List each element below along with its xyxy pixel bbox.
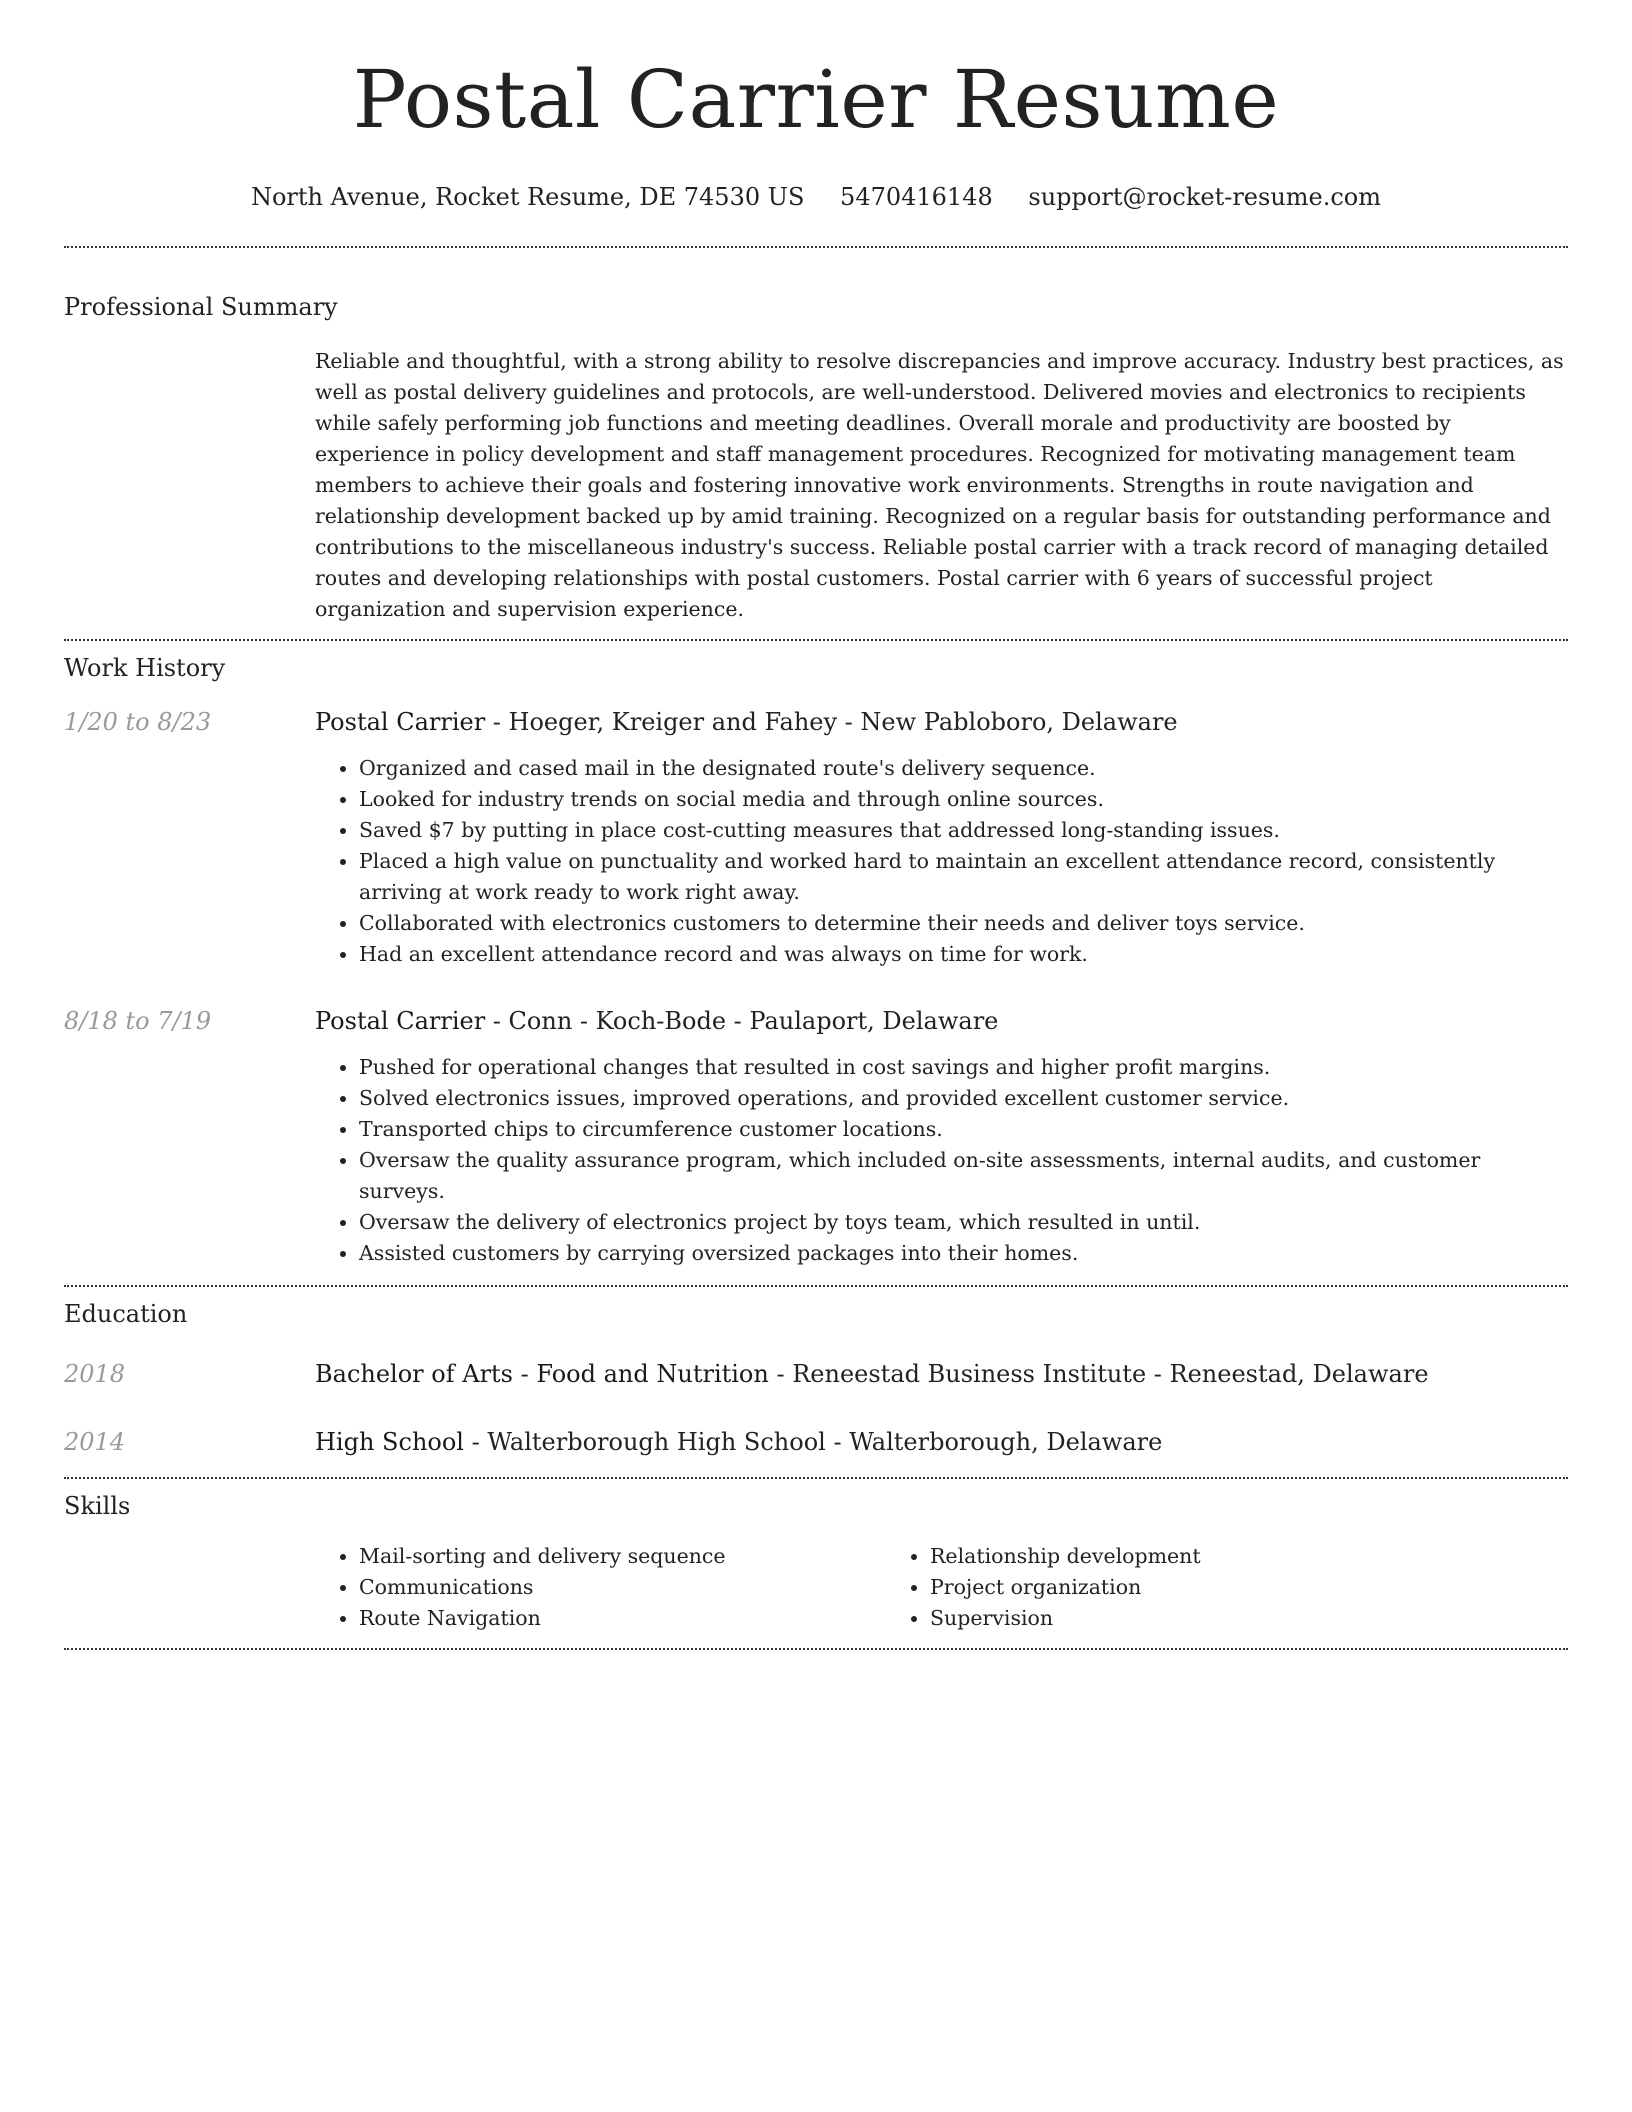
education-degree: Bachelor of Arts	[315, 1360, 513, 1388]
job-bullet: • Looked for industry trends on social media and through online sources.	[359, 784, 1568, 815]
job-role: Postal Carrier	[315, 1007, 486, 1035]
education-year: 2018	[64, 1360, 126, 1388]
separator: -	[825, 1428, 850, 1456]
contact-line	[64, 182, 1568, 212]
education-location: Reneestad, Delaware	[1169, 1360, 1429, 1388]
skills-list-right	[886, 1541, 1457, 1634]
job-employer: Hoeger, Kreiger and Fahey	[508, 708, 838, 736]
job-content	[315, 1006, 1568, 1269]
job-bullet: • Solved electronics issues, improved operations, and provided excellent customer service.	[359, 1083, 1568, 1114]
header-divider	[64, 246, 1568, 248]
education-line	[315, 1427, 1568, 1457]
job-role: Postal Carrier	[315, 708, 486, 736]
job-entry	[64, 707, 1568, 970]
work-divider	[64, 1285, 1568, 1287]
separator: -	[485, 708, 509, 736]
job-employer: Conn - Koch-Bode	[508, 1007, 727, 1035]
resume-title: Postal Carrier Resume	[352, 53, 1280, 146]
job-bullet: • Collaborated with electronics customers to determine their needs and deliver toys service.	[359, 908, 1568, 939]
skills-columns	[315, 1541, 1568, 1634]
separator: -	[837, 708, 861, 736]
education-entry	[64, 1427, 1568, 1457]
skills-heading: Skills	[64, 1492, 131, 1520]
job-content	[315, 707, 1568, 970]
education-school: Walterborough High School	[487, 1428, 826, 1456]
education-field: Food and Nutrition	[536, 1360, 769, 1388]
contact-address: North Avenue, Rocket Resume, DE 74530 US	[250, 183, 805, 211]
job-bullet: • Placed a high value on punctuality and worked hard to maintain an excellent attendance record, consistently arriving at work ready to work right away.	[359, 846, 1568, 908]
job-bullet: • Transported chips to circumference customer locations.	[359, 1114, 1568, 1145]
education-degree: High School	[315, 1428, 464, 1456]
job-dates: 8/18 to 7/19	[64, 1007, 212, 1035]
job-dates: 1/20 to 8/23	[64, 708, 212, 736]
education-entry	[64, 1359, 1568, 1389]
separator: -	[726, 1007, 750, 1035]
separator: -	[513, 1360, 537, 1388]
job-bullet: • Oversaw the delivery of electronics project by toys team, which resulted in until.	[359, 1207, 1568, 1238]
education-heading: Education	[64, 1300, 188, 1328]
summary-heading: Professional Summary	[64, 293, 338, 321]
skill-item: • Relationship development	[930, 1541, 1457, 1572]
job-entry	[64, 1006, 1568, 1269]
job-bullet: • Had an excellent attendance record and was always on time for work.	[359, 939, 1568, 970]
education-location: Walterborough, Delaware	[849, 1428, 1163, 1456]
job-location: Paulaport, Delaware	[749, 1007, 999, 1035]
job-bullets	[315, 753, 1568, 970]
education-line	[315, 1359, 1568, 1389]
job-bullet: • Assisted customers by carrying oversized packages into their homes.	[359, 1238, 1568, 1269]
job-bullet: • Oversaw the quality assurance program, which included on-site assessments, internal audits, and customer surveys.	[359, 1145, 1568, 1207]
separator: -	[485, 1007, 509, 1035]
job-title-line	[315, 707, 1568, 737]
education-school: Reneestad Business Institute	[792, 1360, 1147, 1388]
job-bullet: • Organized and cased mail in the designated route's delivery sequence.	[359, 753, 1568, 784]
skill-item: • Route Navigation	[359, 1603, 886, 1634]
job-title-line	[315, 1006, 1568, 1036]
job-bullet: • Saved $7 by putting in place cost-cutting measures that addressed long-standing issues.	[359, 815, 1568, 846]
education-year: 2014	[64, 1428, 126, 1456]
summary-divider	[64, 639, 1568, 641]
skill-item: • Project organization	[930, 1572, 1457, 1603]
contact-email: support@rocket-resume.com	[1028, 183, 1382, 211]
skills-divider	[64, 1648, 1568, 1650]
separator: -	[463, 1428, 488, 1456]
job-bullet: • Pushed for operational changes that resulted in cost savings and higher profit margins.	[359, 1052, 1568, 1083]
contact-phone: 5470416148	[840, 183, 993, 211]
skill-item: • Supervision	[930, 1603, 1457, 1634]
skill-item: • Mail-sorting and delivery sequence	[359, 1541, 886, 1572]
skills-list-left	[315, 1541, 886, 1634]
skill-item: • Communications	[359, 1572, 886, 1603]
job-bullets	[315, 1052, 1568, 1269]
job-location: New Pabloboro, Delaware	[860, 708, 1178, 736]
work-history-heading: Work History	[64, 654, 226, 682]
separator: -	[768, 1360, 793, 1388]
separator: -	[1146, 1360, 1170, 1388]
summary-text: Reliable and thoughtful, with a strong ability to resolve discrepancies and improve accuracy. Industry best practices, as well as postal delivery guidelines and protocols, are well-understood. Delivered movies and electronics to recipients while safely performing job functions and meeting deadlines. Overall morale and productivity are boosted by experience in policy development and staff management procedures. Recognized for motivating management team members to achieve their goals and fostering innovative work environments. Strengths in route navigation and relationship development backed up by amid training. Recognized on a regular basis for outstanding performance and contributions to the miscellaneous industry's success. Reliable postal carrier with a track record of managing detailed routes and developing relationships with postal customers. Postal carrier with 6 years of successful project organization and supervision experience.	[315, 349, 1564, 621]
education-divider	[64, 1477, 1568, 1479]
